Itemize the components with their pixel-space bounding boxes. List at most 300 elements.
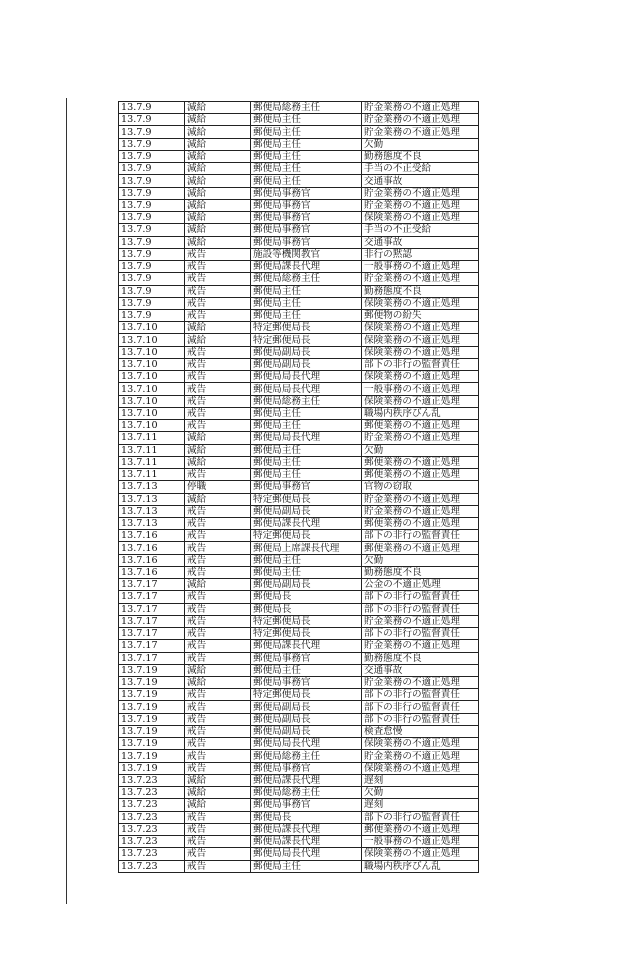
action-cell: 戒告 [185,725,251,737]
action-cell: 戒告 [185,860,251,872]
table-row [119,701,479,713]
table-row [119,517,479,529]
date-cell: 13.7.23 [119,774,185,786]
disciplinary-records-table [118,101,479,873]
table-row [119,456,479,468]
position-cell: 郵便局事務官 [251,224,362,236]
reason-cell: 欠勤 [362,787,479,799]
position-cell: 郵便局上席課長代理 [251,542,362,554]
table-row [119,126,479,138]
table-row [119,848,479,860]
reason-cell: 職場内秩序びん乱 [362,860,479,872]
reason-cell: 貯金業務の不適正処理 [362,432,479,444]
table-row [119,762,479,774]
date-cell: 13.7.19 [119,713,185,725]
date-cell: 13.7.11 [119,444,185,456]
reason-cell: 一般事務の不適正処理 [362,261,479,273]
date-cell: 13.7.10 [119,371,185,383]
table-row [119,212,479,224]
reason-cell: 部下の非行の監督責任 [362,811,479,823]
action-cell: 戒告 [185,505,251,517]
date-cell: 13.7.9 [119,309,185,321]
action-cell: 減給 [185,138,251,150]
table-row [119,224,479,236]
reason-cell: 非行の黙認 [362,248,479,260]
date-cell: 13.7.10 [119,420,185,432]
position-cell: 郵便局主任 [251,297,362,309]
action-cell: 減給 [185,444,251,456]
position-cell: 郵便局主任 [251,444,362,456]
table-row [119,677,479,689]
date-cell: 13.7.10 [119,334,185,346]
left-margin-rule [66,98,67,904]
reason-cell: 貯金業務の不適正処理 [362,187,479,199]
position-cell: 郵便局副局長 [251,701,362,713]
action-cell: 減給 [185,212,251,224]
action-cell: 戒告 [185,652,251,664]
position-cell: 郵便局主任 [251,566,362,578]
date-cell: 13.7.9 [119,236,185,248]
position-cell: 特定郵便局長 [251,530,362,542]
reason-cell: 保険業務の不適正処理 [362,322,479,334]
action-cell: 減給 [185,187,251,199]
action-cell: 戒告 [185,811,251,823]
position-cell: 郵便局主任 [251,860,362,872]
action-cell: 戒告 [185,517,251,529]
table-row [119,493,479,505]
date-cell: 13.7.9 [119,285,185,297]
action-cell: 減給 [185,493,251,505]
date-cell: 13.7.9 [119,224,185,236]
table-row [119,322,479,334]
date-cell: 13.7.17 [119,591,185,603]
action-cell: 戒告 [185,603,251,615]
action-cell: 戒告 [185,836,251,848]
date-cell: 13.7.17 [119,615,185,627]
date-cell: 13.7.23 [119,836,185,848]
reason-cell: 一般事務の不適正処理 [362,383,479,395]
action-cell: 戒告 [185,285,251,297]
reason-cell: 保険業務の不適正処理 [362,346,479,358]
table-row [119,750,479,762]
table-row [119,236,479,248]
table-row [119,652,479,664]
reason-cell: 部下の非行の監督責任 [362,701,479,713]
reason-cell: 貯金業務の不適正処理 [362,126,479,138]
table-row [119,273,479,285]
date-cell: 13.7.16 [119,554,185,566]
reason-cell: 職場内秩序びん乱 [362,407,479,419]
table-row [119,432,479,444]
table-row [119,383,479,395]
reason-cell: 公金の不適正処理 [362,579,479,591]
action-cell: 戒告 [185,640,251,652]
date-cell: 13.7.9 [119,138,185,150]
date-cell: 13.7.10 [119,358,185,370]
position-cell: 郵便局副局長 [251,358,362,370]
position-cell: 郵便局課長代理 [251,261,362,273]
position-cell: 郵便局主任 [251,469,362,481]
table-row [119,138,479,150]
action-cell: 戒告 [185,407,251,419]
position-cell: 郵便局長 [251,603,362,615]
date-cell: 13.7.19 [119,738,185,750]
date-cell: 13.7.23 [119,823,185,835]
date-cell: 13.7.16 [119,542,185,554]
action-cell: 戒告 [185,848,251,860]
table-row [119,505,479,517]
reason-cell: 郵便業務の不適正処理 [362,456,479,468]
table-row [119,481,479,493]
date-cell: 13.7.10 [119,407,185,419]
action-cell: 減給 [185,664,251,676]
reason-cell: 部下の非行の監督責任 [362,530,479,542]
action-cell: 減給 [185,799,251,811]
table-row [119,102,479,114]
table-row [119,114,479,126]
action-cell: 戒告 [185,469,251,481]
table-row [119,603,479,615]
date-cell: 13.7.10 [119,395,185,407]
position-cell: 特定郵便局長 [251,615,362,627]
action-cell: 減給 [185,579,251,591]
action-cell: 戒告 [185,738,251,750]
date-cell: 13.7.19 [119,677,185,689]
reason-cell: 部下の非行の監督責任 [362,689,479,701]
position-cell: 郵便局事務官 [251,236,362,248]
reason-cell: 検査怠慢 [362,725,479,737]
reason-cell: 郵便業務の不適正処理 [362,517,479,529]
table-row [119,591,479,603]
position-cell: 郵便局事務官 [251,212,362,224]
table-row [119,248,479,260]
date-cell: 13.7.19 [119,762,185,774]
action-cell: 戒告 [185,554,251,566]
date-cell: 13.7.13 [119,481,185,493]
action-cell: 減給 [185,224,251,236]
table-row [119,836,479,848]
action-cell: 戒告 [185,297,251,309]
reason-cell: 貯金業務の不適正処理 [362,615,479,627]
table-row [119,579,479,591]
table-row [119,175,479,187]
table-row [119,334,479,346]
reason-cell: 官物の窃取 [362,481,479,493]
position-cell: 郵便局事務官 [251,481,362,493]
table-row [119,823,479,835]
table-row [119,774,479,786]
date-cell: 13.7.9 [119,248,185,260]
date-cell: 13.7.23 [119,799,185,811]
action-cell: 減給 [185,126,251,138]
action-cell: 減給 [185,322,251,334]
action-cell: 戒告 [185,371,251,383]
position-cell: 特定郵便局長 [251,628,362,640]
action-cell: 減給 [185,114,251,126]
table-row [119,285,479,297]
position-cell: 郵便局局長代理 [251,371,362,383]
date-cell: 13.7.9 [119,273,185,285]
action-cell: 減給 [185,787,251,799]
action-cell: 戒告 [185,309,251,321]
date-cell: 13.7.9 [119,187,185,199]
table-row [119,628,479,640]
action-cell: 戒告 [185,395,251,407]
position-cell: 郵便局事務官 [251,652,362,664]
table-row [119,530,479,542]
position-cell: 郵便局局長代理 [251,738,362,750]
position-cell: 郵便局主任 [251,138,362,150]
position-cell: 郵便局事務官 [251,677,362,689]
table-row [119,187,479,199]
reason-cell: 郵便業務の不適正処理 [362,420,479,432]
table-row [119,664,479,676]
table-row [119,811,479,823]
action-cell: 戒告 [185,346,251,358]
position-cell: 郵便局副局長 [251,579,362,591]
reason-cell: 保険業務の不適正処理 [362,395,479,407]
table-row [119,407,479,419]
table-row [119,640,479,652]
table-row [119,554,479,566]
position-cell: 郵便局主任 [251,150,362,162]
date-cell: 13.7.9 [119,297,185,309]
position-cell: 郵便局主任 [251,163,362,175]
action-cell: 戒告 [185,248,251,260]
position-cell: 郵便局局長代理 [251,383,362,395]
reason-cell: 欠勤 [362,554,479,566]
action-cell: 戒告 [185,383,251,395]
table-row [119,566,479,578]
reason-cell: 貯金業務の不適正処理 [362,750,479,762]
position-cell: 郵便局局長代理 [251,432,362,444]
position-cell: 郵便局主任 [251,309,362,321]
date-cell: 13.7.17 [119,603,185,615]
reason-cell: 欠勤 [362,138,479,150]
date-cell: 13.7.23 [119,848,185,860]
action-cell: 戒告 [185,273,251,285]
action-cell: 戒告 [185,628,251,640]
action-cell: 減給 [185,456,251,468]
table-row [119,371,479,383]
position-cell: 郵便局課長代理 [251,823,362,835]
position-cell: 郵便局事務官 [251,762,362,774]
reason-cell: 保険業務の不適正処理 [362,297,479,309]
action-cell: 戒告 [185,713,251,725]
date-cell: 13.7.13 [119,505,185,517]
date-cell: 13.7.11 [119,456,185,468]
action-cell: 停職 [185,481,251,493]
reason-cell: 貯金業務の不適正処理 [362,640,479,652]
position-cell: 郵便局長 [251,591,362,603]
position-cell: 特定郵便局長 [251,322,362,334]
action-cell: 減給 [185,199,251,211]
date-cell: 13.7.13 [119,493,185,505]
action-cell: 戒告 [185,420,251,432]
date-cell: 13.7.23 [119,860,185,872]
position-cell: 郵便局主任 [251,175,362,187]
table-row [119,787,479,799]
table-row [119,395,479,407]
action-cell: 戒告 [185,762,251,774]
date-cell: 13.7.19 [119,701,185,713]
action-cell: 戒告 [185,358,251,370]
table-row [119,297,479,309]
position-cell: 郵便局主任 [251,407,362,419]
table-row [119,689,479,701]
reason-cell: 遅刻 [362,799,479,811]
reason-cell: 部下の非行の監督責任 [362,591,479,603]
reason-cell: 保険業務の不適正処理 [362,848,479,860]
position-cell: 郵便局主任 [251,114,362,126]
table-row [119,346,479,358]
reason-cell: 郵便業務の不適正処理 [362,823,479,835]
position-cell: 特定郵便局長 [251,689,362,701]
reason-cell: 貯金業務の不適正処理 [362,199,479,211]
date-cell: 13.7.9 [119,199,185,211]
date-cell: 13.7.19 [119,689,185,701]
position-cell: 郵便局総務主任 [251,787,362,799]
reason-cell: 保険業務の不適正処理 [362,371,479,383]
date-cell: 13.7.17 [119,579,185,591]
position-cell: 郵便局主任 [251,456,362,468]
action-cell: 減給 [185,677,251,689]
reason-cell: 貯金業務の不適正処理 [362,493,479,505]
reason-cell: 郵便業務の不適正処理 [362,469,479,481]
reason-cell: 遅刻 [362,774,479,786]
reason-cell: 郵便業務の不適正処理 [362,542,479,554]
action-cell: 戒告 [185,701,251,713]
position-cell: 郵便局局長代理 [251,848,362,860]
position-cell: 郵便局副局長 [251,725,362,737]
position-cell: 特定郵便局長 [251,493,362,505]
reason-cell: 欠勤 [362,444,479,456]
reason-cell: 勤務態度不良 [362,652,479,664]
reason-cell: 保険業務の不適正処理 [362,334,479,346]
date-cell: 13.7.19 [119,750,185,762]
action-cell: 戒告 [185,823,251,835]
reason-cell: 貯金業務の不適正処理 [362,273,479,285]
reason-cell: 保険業務の不適正処理 [362,738,479,750]
date-cell: 13.7.17 [119,628,185,640]
reason-cell: 勤務態度不良 [362,150,479,162]
position-cell: 郵便局総務主任 [251,102,362,114]
table-row [119,444,479,456]
action-cell: 戒告 [185,261,251,273]
action-cell: 戒告 [185,689,251,701]
date-cell: 13.7.17 [119,652,185,664]
table-row [119,713,479,725]
position-cell: 郵便局主任 [251,126,362,138]
action-cell: 戒告 [185,750,251,762]
table-row [119,358,479,370]
reason-cell: 交通事故 [362,236,479,248]
date-cell: 13.7.9 [119,126,185,138]
position-cell: 郵便局副局長 [251,713,362,725]
reason-cell: 保険業務の不適正処理 [362,212,479,224]
date-cell: 13.7.9 [119,102,185,114]
reason-cell: 手当の不正受給 [362,163,479,175]
reason-cell: 部下の非行の監督責任 [362,713,479,725]
action-cell: 戒告 [185,530,251,542]
position-cell: 郵便局事務官 [251,199,362,211]
date-cell: 13.7.9 [119,150,185,162]
table-row [119,542,479,554]
action-cell: 減給 [185,334,251,346]
date-cell: 13.7.10 [119,322,185,334]
position-cell: 郵便局総務主任 [251,273,362,285]
date-cell: 13.7.23 [119,787,185,799]
date-cell: 13.7.19 [119,664,185,676]
action-cell: 戒告 [185,591,251,603]
reason-cell: 部下の非行の監督責任 [362,628,479,640]
action-cell: 減給 [185,150,251,162]
position-cell: 郵便局課長代理 [251,774,362,786]
action-cell: 減給 [185,175,251,187]
position-cell: 特定郵便局長 [251,334,362,346]
reason-cell: 貯金業務の不適正処理 [362,102,479,114]
action-cell: 戒告 [185,542,251,554]
table-row [119,420,479,432]
date-cell: 13.7.11 [119,432,185,444]
table-row [119,261,479,273]
action-cell: 戒告 [185,615,251,627]
date-cell: 13.7.9 [119,261,185,273]
date-cell: 13.7.16 [119,530,185,542]
table-row [119,860,479,872]
date-cell: 13.7.9 [119,114,185,126]
table-row [119,799,479,811]
position-cell: 郵便局課長代理 [251,836,362,848]
date-cell: 13.7.16 [119,566,185,578]
action-cell: 減給 [185,102,251,114]
position-cell: 郵便局主任 [251,554,362,566]
table-row [119,163,479,175]
reason-cell: 郵便物の紛失 [362,309,479,321]
date-cell: 13.7.17 [119,640,185,652]
date-cell: 13.7.19 [119,725,185,737]
position-cell: 郵便局主任 [251,664,362,676]
position-cell: 郵便局事務官 [251,799,362,811]
action-cell: 減給 [185,163,251,175]
date-cell: 13.7.13 [119,517,185,529]
position-cell: 郵便局副局長 [251,505,362,517]
reason-cell: 貯金業務の不適正処理 [362,677,479,689]
reason-cell: 交通事故 [362,175,479,187]
date-cell: 13.7.10 [119,383,185,395]
position-cell: 郵便局事務官 [251,187,362,199]
position-cell: 郵便局総務主任 [251,750,362,762]
reason-cell: 勤務態度不良 [362,566,479,578]
date-cell: 13.7.9 [119,163,185,175]
date-cell: 13.7.9 [119,175,185,187]
table-row [119,309,479,321]
table-row [119,615,479,627]
reason-cell: 交通事故 [362,664,479,676]
table-row [119,150,479,162]
table-row [119,725,479,737]
reason-cell: 部下の非行の監督責任 [362,358,479,370]
position-cell: 郵便局長 [251,811,362,823]
action-cell: 減給 [185,774,251,786]
reason-cell: 部下の非行の監督責任 [362,603,479,615]
position-cell: 郵便局副局長 [251,346,362,358]
action-cell: 減給 [185,432,251,444]
reason-cell: 一般事務の不適正処理 [362,836,479,848]
table-body [119,102,479,873]
position-cell: 郵便局主任 [251,420,362,432]
date-cell: 13.7.23 [119,811,185,823]
